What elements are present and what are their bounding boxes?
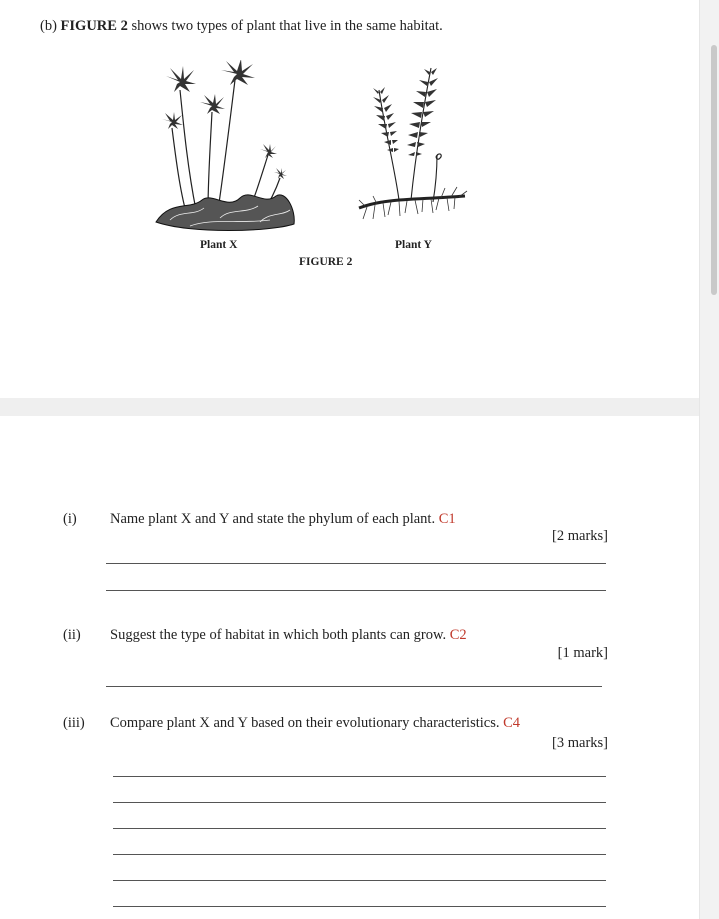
plant-x-label: Plant X	[200, 239, 238, 251]
question-iii-number: (iii)	[63, 715, 85, 731]
figure-2	[150, 60, 470, 275]
vertical-scrollbar[interactable]	[699, 0, 719, 919]
answer-line-iii-3[interactable]	[113, 828, 606, 829]
question-b-intro	[40, 18, 443, 35]
question-i-marks: [2 marks]	[552, 528, 608, 544]
intro-figure-ref: FIGURE 2	[60, 18, 128, 34]
question-ii-code: C2	[449, 627, 467, 643]
answer-line-iii-6[interactable]	[113, 906, 606, 907]
plant-x-illustration	[150, 60, 300, 240]
answer-line-i-2[interactable]	[106, 590, 606, 591]
answer-line-ii-1[interactable]	[106, 686, 602, 687]
question-ii-marks: [1 mark]	[557, 645, 608, 661]
question-i-code: C1	[438, 511, 456, 527]
question-ii-text	[110, 627, 467, 644]
question-i-text	[110, 511, 456, 528]
answer-line-iii-5[interactable]	[113, 880, 606, 881]
answer-line-iii-2[interactable]	[113, 802, 606, 803]
scrollbar-thumb[interactable]	[711, 45, 717, 295]
question-iii-code: C4	[503, 715, 521, 731]
question-iii-prompt: Compare plant X and Y based on their evolutionary characteristics.	[110, 715, 504, 731]
intro-prefix: (b)	[40, 18, 61, 34]
answer-line-iii-1[interactable]	[113, 776, 606, 777]
answer-line-i-1[interactable]	[106, 563, 606, 564]
intro-text: shows two types of plant that live in the same habitat.	[127, 18, 443, 34]
figure-caption: FIGURE 2	[299, 256, 353, 268]
question-ii-number: (ii)	[63, 627, 81, 643]
question-iii-marks: [3 marks]	[552, 735, 608, 751]
page-separator	[0, 398, 700, 416]
question-i-number: (i)	[63, 511, 77, 527]
plant-y-label: Plant Y	[395, 239, 432, 251]
question-ii-prompt: Suggest the type of habitat in which both plants can grow.	[110, 627, 450, 643]
plant-y-illustration	[355, 60, 475, 240]
question-i-prompt: Name plant X and Y and state the phylum of each plant.	[110, 511, 439, 527]
answer-line-iii-4[interactable]	[113, 854, 606, 855]
question-iii-text	[110, 715, 520, 732]
